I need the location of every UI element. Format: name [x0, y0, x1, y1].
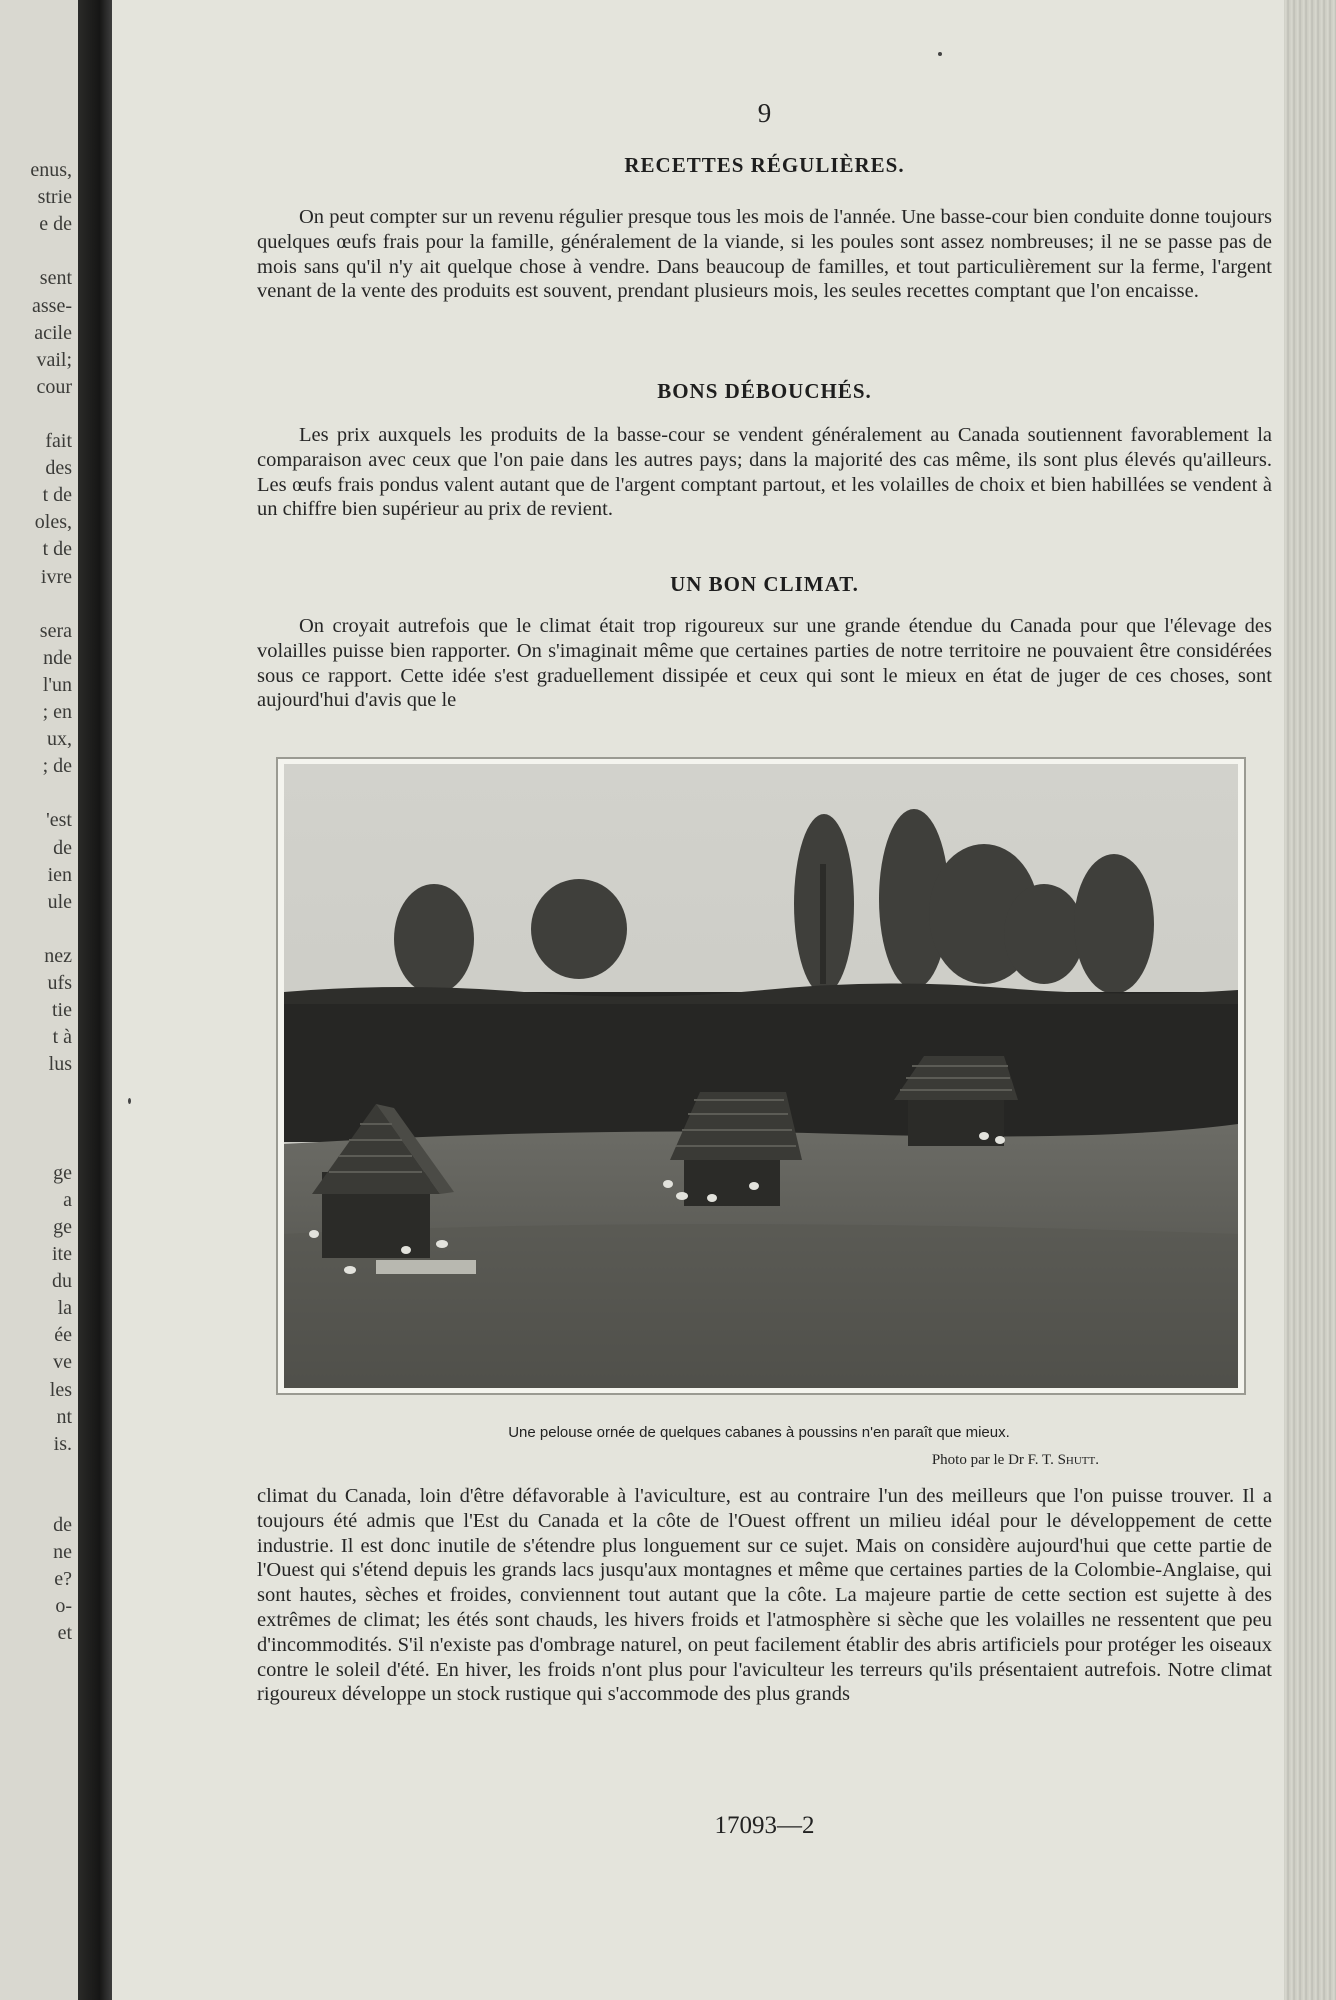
photo-credit-name: Shutt.	[1057, 1452, 1099, 1468]
photo-frame	[276, 757, 1246, 1395]
left-page-fragment: ule	[47, 890, 72, 913]
left-page-fragment: ien	[47, 863, 72, 886]
section-paragraph-recettes: On peut compter sur un revenu régulier presque tous les mois de l'année. Une basse-cour bien conduite donne toujours quelques œufs frais pour la famille, généralement de la viande, si les poules sont assez nombreuses; il ne se passe pas de mois sans qu'il n'y ait quelque chose à vendre. Dans beaucoup de familles, et tout particulièrement sur la ferme, l'argent venant de la vente des produits est souvent, prendant plusieurs mois, les seules recettes comptant que l'on encaisse.	[257, 206, 1272, 303]
left-page-fragment: tie	[52, 999, 72, 1022]
left-page-fragment: et	[57, 1622, 72, 1645]
signature-mark: 17093—2	[714, 1812, 815, 1839]
left-page-fragment: des	[45, 457, 72, 480]
section-paragraph-climat: On croyait autrefois que le climat était trop rigoureux sur une grande étendue du Canada pour que l'élevage des volailles puisse bien rapporter. On s'imaginait même que certaines parties de notre territoire ne pouvaient être considérées sous ce rapport. Cette idée s'est graduellement dissipée et ceux qui sont le mieux en état de juger de ces choses, sont aujourd'hui d'avis que le	[257, 615, 1272, 712]
photo-credit	[932, 1452, 1099, 1469]
left-page-fragment: t à	[52, 1026, 72, 1049]
left-page-fragment: ve	[53, 1351, 72, 1374]
left-page-fragment: strie	[37, 186, 72, 209]
left-page-fragment: ux,	[47, 728, 72, 751]
left-page-fragment: t de	[42, 484, 72, 507]
page-number: 9	[757, 98, 772, 128]
left-page-fragment: t de	[42, 538, 72, 561]
left-page-fragment: a	[63, 1188, 72, 1211]
left-page-fragment: is.	[53, 1432, 72, 1455]
section-heading-recettes: RECETTES RÉGULIÈRES.	[624, 153, 905, 177]
left-page-fragment: de	[53, 1514, 72, 1536]
left-page-fragment: ufs	[47, 972, 72, 994]
left-page-fragment: cour	[36, 375, 72, 398]
left-page-fragment: ite	[52, 1243, 72, 1265]
left-page-fragment: nde	[43, 646, 72, 669]
print-speck	[938, 52, 942, 56]
photo-credit-prefix: Photo par le Dr F. T.	[931, 1452, 1054, 1468]
continuation-paragraph: climat du Canada, loin d'être défavorable à l'aviculture, est au contraire l'un des meilleurs que l'on puisse trouver. Il a toujours été admis que l'Est du Canada et la côte de l'Ouest offrent un milieu idéal pour le développement de cette industrie. Il est donc inutile de s'étendre plus longuement sur ce sujet. Mais on considère aujourd'hui que cette partie de l'Ouest qui s'étend depuis les grands lacs jusqu'aux montagnes et même que certaines parties de la Colombie-Anglaise, qui sont hautes, sèches et froides, conviennent tout autant que la côte. La majeure partie de cette section est sujette à des extrêmes de climat; les étés sont chauds, les hivers froids et l'atmosphère si sèche que les volailles ne ressentent que peu d'incommodités. S'il n'existe pas d'ombrage naturel, on peut facilement établir des abris artificiels pour protéger les oiseaux contre le soleil d'été. En hiver, les froids n'ont plus pour l'aviculteur les terreurs qu'ils présentaient autrefois. Notre climat rigoureux développe un stock rustique qui s'accommode des plus grands	[257, 1485, 1272, 1706]
left-page-fragment: du	[52, 1270, 72, 1293]
left-page-fragment: ée	[54, 1324, 72, 1347]
section-heading-climat: UN BON CLIMAT.	[670, 572, 859, 596]
left-page-fragment: sera	[39, 619, 72, 642]
left-page-fragment: ; de	[42, 755, 72, 778]
left-page-fragment: ne	[53, 1541, 72, 1564]
lawn-photo	[284, 764, 1238, 1388]
print-speck	[128, 1098, 131, 1104]
left-page-fragment: nt	[56, 1405, 72, 1428]
page-stack-edge	[1284, 0, 1336, 2000]
book-gutter	[78, 0, 114, 2000]
left-page-fragment: de	[53, 836, 72, 859]
left-page-fragment: ge	[53, 1215, 72, 1238]
left-page-fragment: fait	[45, 430, 72, 452]
left-page-fragment: oles,	[34, 511, 72, 534]
page	[112, 0, 1284, 2000]
left-page-fragment: les	[49, 1378, 72, 1401]
left-page-fragment: acile	[34, 321, 72, 344]
left-page-fragment: vail;	[36, 348, 72, 371]
section-heading-debouches: BONS DÉBOUCHÉS.	[657, 379, 872, 403]
left-page-fragment: sent	[39, 267, 72, 290]
adjacent-page-strip	[0, 0, 78, 2000]
left-page-fragment: o-	[55, 1595, 72, 1618]
left-page-fragment: nez	[44, 944, 72, 967]
left-page-fragment: 'est	[46, 809, 72, 832]
left-page-fragment: lus	[48, 1053, 72, 1076]
left-page-fragment: e de	[39, 213, 72, 236]
left-page-fragment: ge	[53, 1161, 72, 1184]
section-paragraph-debouches: Les prix auxquels les produits de la basse-cour se vendent généralement au Canada soutiennent favorablement la comparaison avec ceux que l'on paie dans les autres pays; dans la majorité des cas même, ils sont plus élevés qu'ailleurs. Les œufs frais pondus valent autant que de l'argent comptant partout, et les volailles de choix et bien habillées se vendent à un chiffre bien supérieur au prix de revient.	[257, 424, 1272, 521]
left-page-fragment: ivre	[40, 565, 72, 588]
left-page-fragment: la	[57, 1297, 72, 1320]
figure-caption: Une pelouse ornée de quelques cabanes à poussins n'en paraît que mieux.	[508, 1424, 1010, 1441]
left-page-fragment: enus,	[30, 159, 72, 181]
left-page-fragment: e?	[54, 1568, 72, 1591]
left-page-fragment: ; en	[42, 701, 72, 723]
left-page-fragment: asse-	[32, 294, 72, 317]
left-page-fragment: l'un	[42, 673, 72, 696]
